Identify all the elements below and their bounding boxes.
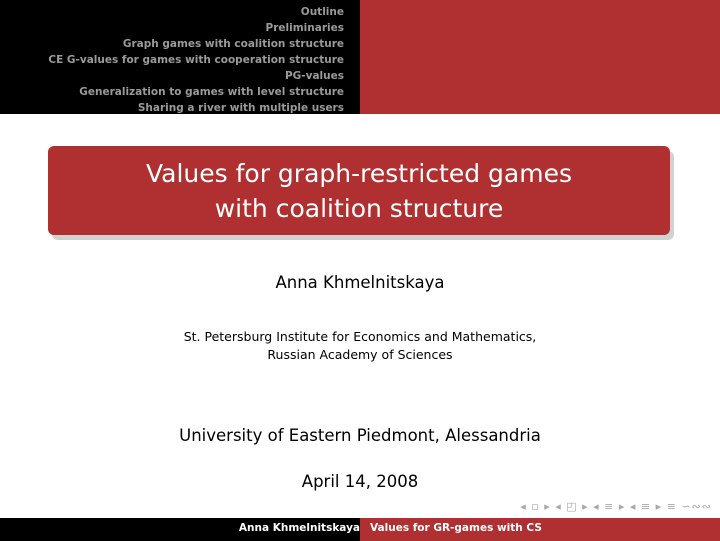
footer-short-title: Values for GR-games with CS: [370, 522, 542, 534]
beamer-navigation-icons[interactable]: ◂ ▫ ▸ ◂ ◰ ▸ ◂ ≡ ▸ ◂ ≡ ▸ ≡ ∽∾∾: [520, 500, 712, 513]
title-line-2: with coalition structure: [214, 193, 504, 223]
institution-line-1: St. Petersburg Institute for Economics and Mathematics,: [183, 329, 537, 344]
date: April 14, 2008: [301, 472, 419, 491]
title-line-1: Values for graph-restricted games: [145, 158, 572, 188]
outline-nav: [48, 4, 344, 116]
header-right-panel: [360, 0, 720, 114]
outline-item-outline[interactable]: Outline: [300, 6, 344, 18]
outline-item-pg-values[interactable]: PG-values: [284, 70, 344, 82]
institution: [0, 328, 720, 364]
outline-item-generalization[interactable]: Generalization to games with level structure: [79, 86, 344, 98]
outline-item-ce-g-values[interactable]: CE G-values for games with cooperation structure: [48, 54, 344, 66]
header-band: [0, 0, 720, 114]
footer-author: Anna Khmelnitskaya: [238, 522, 360, 534]
outline-item-preliminaries[interactable]: Preliminaries: [265, 22, 344, 34]
footer-right: [360, 518, 720, 541]
title-box: [48, 146, 670, 235]
footer-left: [0, 518, 360, 541]
outline-item-sharing-river[interactable]: Sharing a river with multiple users: [137, 102, 344, 114]
header-left-panel: [0, 0, 360, 114]
venue: University of Eastern Piedmont, Alessandria: [179, 426, 541, 445]
institution-line-2: Russian Academy of Sciences: [267, 347, 453, 362]
outline-item-graph-games[interactable]: Graph games with coalition structure: [122, 38, 344, 50]
author-name: Anna Khmelnitskaya: [275, 273, 445, 292]
